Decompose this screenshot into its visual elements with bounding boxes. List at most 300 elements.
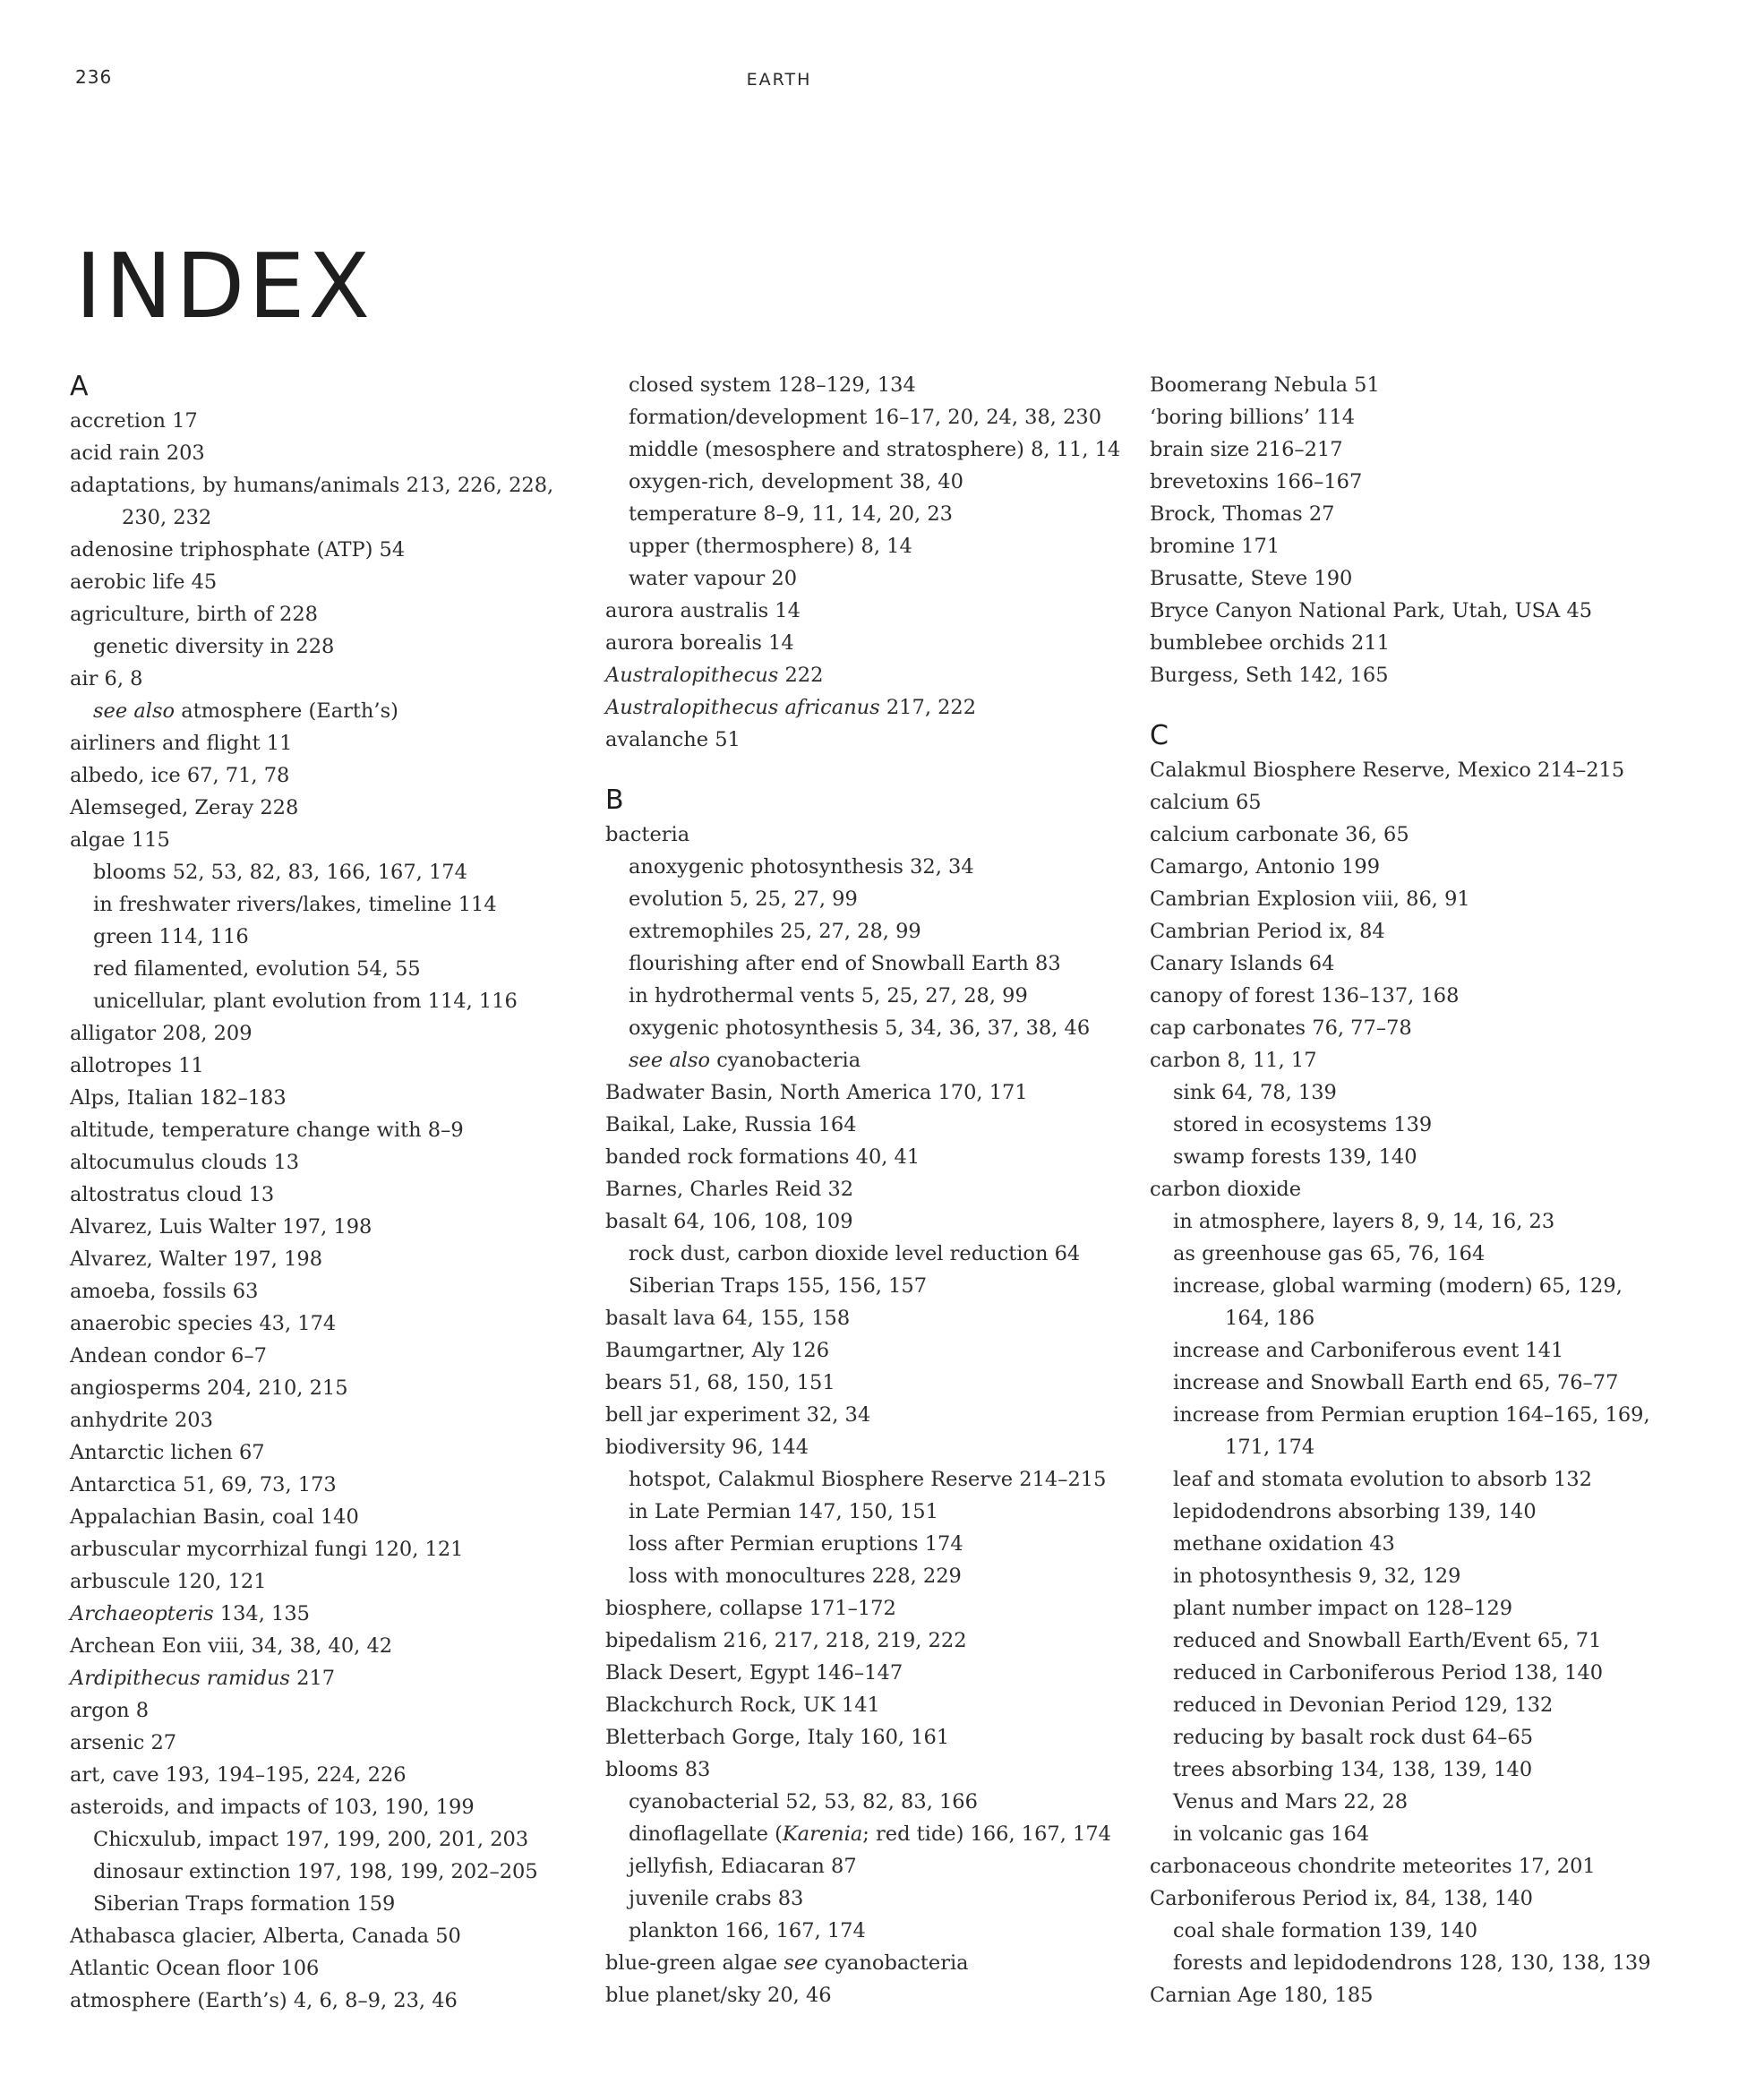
index-subentry — [605, 1044, 1107, 1076]
entry-italic-text: Australopithecus — [605, 664, 779, 687]
index-entry — [1150, 1979, 1687, 2011]
index-entry — [70, 1179, 571, 1211]
index-entry — [1150, 498, 1687, 530]
entry-text: Appalachian Basin, coal 140 — [70, 1505, 359, 1529]
index-entry — [1150, 530, 1687, 562]
index-entry — [70, 1469, 571, 1501]
index-subentry — [70, 1888, 571, 1920]
entry-text: cap carbonates 76, 77–78 — [1150, 1016, 1412, 1040]
entry-text: Siberian Traps formation 159 — [93, 1892, 396, 1916]
index-subentry — [605, 562, 1107, 595]
entry-text: forests and lepidodendrons 128, 130, 138, 139 — [1173, 1951, 1651, 1975]
entry-text: anoxygenic photosynthesis 32, 34 — [629, 855, 974, 879]
entry-text: in photosynthesis 9, 32, 129 — [1173, 1565, 1461, 1588]
index-entry — [70, 792, 571, 824]
entry-text: Badwater Basin, North America 170, 171 — [605, 1081, 1028, 1104]
entry-text: angiosperms 204, 210, 215 — [70, 1376, 348, 1400]
entry-text: methane oxidation 43 — [1173, 1532, 1395, 1556]
entry-text: Alemseged, Zeray 228 — [70, 796, 299, 819]
index-subentry — [1150, 1657, 1687, 1689]
entry-text: 134, 135 — [213, 1602, 310, 1625]
index-entry — [1150, 595, 1687, 627]
index-subentry — [70, 921, 571, 953]
entry-text: 230, 232 — [122, 506, 212, 529]
entry-text: amoeba, fossils 63 — [70, 1280, 259, 1303]
index-subentry — [605, 433, 1121, 466]
entry-text: loss with monocultures 228, 229 — [629, 1565, 962, 1588]
index-entry — [605, 1076, 1107, 1109]
entry-text: bears 51, 68, 150, 151 — [605, 1371, 835, 1394]
index-entry — [605, 1141, 1107, 1173]
entry-text: oxygenic photosynthesis 5, 34, 36, 37, 38, 46 — [629, 1016, 1091, 1040]
index-entry — [605, 1205, 1107, 1238]
index-subentry — [605, 1463, 1107, 1496]
index-entry — [605, 1109, 1107, 1141]
entry-text: Carnian Age 180, 185 — [1150, 1984, 1374, 2007]
entry-text: air 6, 8 — [70, 667, 143, 690]
entry-text: leaf and stomata evolution to absorb 132 — [1173, 1468, 1592, 1491]
entry-text: in freshwater rivers/lakes, timeline 114 — [93, 893, 497, 916]
entry-text: altocumulus clouds 13 — [70, 1151, 300, 1174]
entry-text: in hydrothermal vents 5, 25, 27, 28, 99 — [629, 984, 1028, 1007]
entry-text: airliners and flight 11 — [70, 732, 293, 755]
entry-text: reduced in Carboniferous Period 138, 140 — [1173, 1661, 1604, 1685]
entry-text: albedo, ice 67, 71, 78 — [70, 764, 290, 787]
entry-text: ; red tide) 166, 167, 174 — [862, 1822, 1111, 1846]
index-subentry — [1150, 1721, 1687, 1753]
entry-text: oxygen-rich, development 38, 40 — [629, 470, 963, 493]
index-entry — [605, 659, 1107, 691]
index-subentry — [1150, 1270, 1687, 1302]
entry-text: art, cave 193, 194–195, 224, 226 — [70, 1763, 407, 1787]
index-entry — [70, 1662, 571, 1694]
entry-italic-text: Australopithecus africanus — [605, 696, 880, 719]
entry-text: Athabasca glacier, Alberta, Canada 50 — [70, 1925, 461, 1948]
entry-text: anaerobic species 43, 174 — [70, 1312, 337, 1335]
index-subentry — [1150, 1205, 1687, 1238]
index-column-3 — [1150, 369, 1687, 2011]
index-entry — [70, 1598, 571, 1630]
entry-text: agriculture, birth of 228 — [70, 603, 318, 626]
index-entry — [1150, 433, 1687, 466]
index-entry — [70, 1243, 571, 1275]
index-subentry — [1150, 1528, 1687, 1560]
entry-text: extremophiles 25, 27, 28, 99 — [629, 920, 921, 943]
index-subentry — [1150, 1625, 1687, 1657]
section-letter: A — [70, 371, 89, 402]
index-entry — [605, 1657, 1107, 1689]
entry-text: Andean condor 6–7 — [70, 1344, 267, 1368]
index-entry — [70, 1275, 571, 1308]
section-letter: B — [605, 785, 624, 816]
section-gap — [605, 756, 1107, 783]
index-subentry — [1150, 1592, 1687, 1625]
entry-text: Bletterbach Gorge, Italy 160, 161 — [605, 1726, 950, 1749]
entry-text: temperature 8–9, 11, 14, 20, 23 — [629, 502, 953, 526]
index-entry — [70, 1533, 571, 1565]
index-subentry — [605, 1915, 1107, 1947]
index-entry — [1150, 851, 1687, 883]
index-entry — [70, 1372, 571, 1404]
entry-italic-text: Ardipithecus ramidus — [70, 1667, 290, 1690]
entry-text: accretion 17 — [70, 409, 198, 433]
entry-text: jellyfish, Ediacaran 87 — [629, 1855, 857, 1878]
entry-italic-text: see also — [93, 699, 176, 723]
index-subentry — [605, 530, 1107, 562]
entry-italic-text: see — [784, 1951, 818, 1975]
entry-text: increase and Carboniferous event 141 — [1173, 1339, 1564, 1362]
entry-text: brain size 216–217 — [1150, 438, 1343, 461]
index-entry — [1150, 659, 1687, 691]
entry-text: Boomerang Nebula 51 — [1150, 373, 1380, 397]
entry-text: 222 — [778, 664, 824, 687]
entry-text: altitude, temperature change with 8–9 — [70, 1119, 464, 1142]
index-entry — [605, 1173, 1107, 1205]
entry-text: Canary Islands 64 — [1150, 952, 1335, 975]
entry-text: carbon 8, 11, 17 — [1150, 1049, 1317, 1072]
index-subentry — [605, 1560, 1107, 1592]
entry-text: green 114, 116 — [93, 925, 249, 948]
index-subentry — [1150, 1109, 1687, 1141]
index-entry — [70, 727, 571, 759]
index-subentry — [605, 1786, 1107, 1818]
index-entry — [1150, 562, 1687, 595]
index-entry — [70, 1404, 571, 1436]
entry-text: basalt lava 64, 155, 158 — [605, 1307, 851, 1330]
index-subentry — [605, 1496, 1107, 1528]
entry-text: canopy of forest 136–137, 168 — [1150, 984, 1460, 1007]
index-entry — [605, 1753, 1107, 1786]
index-entry — [605, 595, 1107, 627]
entry-text: genetic diversity in 228 — [93, 635, 335, 658]
index-subentry — [1150, 1786, 1687, 1818]
entry-text: bacteria — [605, 823, 690, 846]
entry-text: calcium 65 — [1150, 791, 1262, 814]
index-entry — [605, 1721, 1107, 1753]
entry-text: blue-green algae — [605, 1951, 784, 1975]
index-entry — [70, 1727, 571, 1759]
entry-text: cyanobacteria — [710, 1049, 861, 1072]
index-subentry — [605, 947, 1107, 980]
entry-text: Chicxulub, impact 197, 199, 200, 201, 203 — [93, 1828, 529, 1851]
entry-text: evolution 5, 25, 27, 99 — [629, 887, 858, 911]
index-subentry — [605, 466, 1107, 498]
entry-text: Alps, Italian 182–183 — [70, 1086, 287, 1110]
index-subentry — [1150, 1431, 1687, 1463]
entry-text: bromine 171 — [1150, 535, 1280, 558]
index-entry — [70, 1501, 571, 1533]
entry-text: altostratus cloud 13 — [70, 1183, 275, 1206]
entry-italic-text: see also — [629, 1049, 711, 1072]
index-subentry — [70, 1823, 571, 1856]
index-entry — [605, 1689, 1107, 1721]
index-subentry — [605, 980, 1107, 1012]
index-subentry — [70, 888, 571, 921]
index-subentry — [605, 1818, 1111, 1850]
index-entry — [1150, 1044, 1687, 1076]
index-subentry — [1150, 1399, 1687, 1431]
index-subentry — [70, 1856, 571, 1888]
index-subentry — [605, 1850, 1107, 1882]
entry-text: Atlantic Ocean floor 106 — [70, 1957, 320, 1980]
entry-text: Siberian Traps 155, 156, 157 — [629, 1274, 928, 1298]
entry-text: coal shale formation 139, 140 — [1173, 1919, 1478, 1942]
index-entry — [70, 824, 571, 856]
index-entry — [605, 724, 1107, 756]
index-subentry — [605, 1238, 1107, 1270]
entry-text: reduced in Devonian Period 129, 132 — [1173, 1693, 1554, 1717]
index-entry — [605, 819, 1107, 851]
section-letter: C — [1150, 720, 1169, 751]
entry-text: carbonaceous chondrite meteorites 17, 201 — [1150, 1855, 1596, 1878]
entry-text: Barnes, Charles Reid 32 — [605, 1178, 854, 1201]
index-entry — [1150, 1173, 1687, 1205]
entry-text: flourishing after end of Snowball Earth 83 — [629, 952, 1061, 975]
entry-text: adenosine triphosphate (ATP) 54 — [70, 538, 406, 562]
index-entry — [70, 663, 571, 695]
entry-text: argon 8 — [70, 1699, 150, 1722]
index-entry — [70, 1050, 571, 1082]
entry-text: ‘boring billions’ 114 — [1150, 406, 1356, 429]
index-entry — [605, 691, 1107, 724]
entry-text: alligator 208, 209 — [70, 1022, 253, 1045]
entry-text: plant number impact on 128–129 — [1173, 1597, 1513, 1620]
index-entry — [70, 1759, 571, 1791]
entry-text: plankton 166, 167, 174 — [629, 1919, 866, 1942]
entry-text: anhydrite 203 — [70, 1409, 213, 1432]
index-entry — [1150, 786, 1687, 819]
entry-text: brevetoxins 166–167 — [1150, 470, 1363, 493]
index-entry — [70, 1114, 571, 1146]
index-subentry — [1150, 1302, 1687, 1334]
entry-text: in atmosphere, layers 8, 9, 14, 16, 23 — [1173, 1210, 1555, 1233]
index-entry — [605, 1431, 1107, 1463]
entry-text: swamp forests 139, 140 — [1173, 1145, 1417, 1169]
index-entry — [605, 1625, 1107, 1657]
page-number: 236 — [75, 66, 113, 88]
entry-text: red filamented, evolution 54, 55 — [93, 957, 421, 981]
index-entry — [70, 1308, 571, 1340]
index-subentry — [605, 369, 1107, 401]
index-entry — [1150, 466, 1687, 498]
index-subentry — [605, 1882, 1107, 1915]
index-entry — [70, 534, 571, 566]
index-entry — [70, 1565, 571, 1598]
entry-text: reducing by basalt rock dust 64–65 — [1173, 1726, 1534, 1749]
entry-italic-text: Karenia — [782, 1822, 863, 1846]
index-entry — [1150, 1012, 1687, 1044]
entry-text: 217 — [289, 1667, 336, 1690]
entry-text: banded rock formations 40, 41 — [605, 1145, 921, 1169]
entry-text: unicellular, plant evolution from 114, 116 — [93, 990, 518, 1013]
index-entry — [1150, 819, 1687, 851]
entry-text: algae 115 — [70, 828, 170, 852]
entry-text: Cambrian Period ix, 84 — [1150, 920, 1385, 943]
entry-text: Antarctica 51, 69, 73, 173 — [70, 1473, 337, 1496]
index-subentry — [1150, 1560, 1687, 1592]
index-entry — [605, 1979, 1107, 2011]
entry-text: 217, 222 — [879, 696, 977, 719]
index-subentry — [1150, 1689, 1687, 1721]
index-subentry — [605, 915, 1107, 947]
index-entry — [70, 1211, 571, 1243]
entry-text: upper (thermosphere) 8, 14 — [629, 535, 912, 558]
index-entry — [70, 566, 571, 598]
index-entry — [1150, 754, 1687, 786]
entry-text: lepidodendrons absorbing 139, 140 — [1173, 1500, 1537, 1523]
entry-text: cyanobacterial 52, 53, 82, 83, 166 — [629, 1790, 978, 1813]
entry-text: water vapour 20 — [629, 567, 798, 590]
entry-text: closed system 128–129, 134 — [629, 373, 916, 397]
index-title: INDEX — [75, 234, 373, 339]
index-entry — [1150, 1882, 1687, 1915]
index-column-1 — [70, 369, 571, 2017]
index-entry — [70, 759, 571, 792]
index-subentry — [1150, 1947, 1687, 1979]
index-subentry — [1150, 1238, 1687, 1270]
index-entry — [1150, 369, 1687, 401]
entry-text: arsenic 27 — [70, 1731, 177, 1754]
entry-text: dinosaur extinction 197, 198, 199, 202–205 — [93, 1860, 538, 1883]
running-head: EARTH — [746, 70, 812, 90]
index-entry — [1150, 980, 1687, 1012]
index-subentry — [70, 630, 571, 663]
index-entry — [605, 1367, 1107, 1399]
entry-text: arbuscule 120, 121 — [70, 1570, 267, 1593]
index-entry — [70, 1630, 571, 1662]
entry-text: sink 64, 78, 139 — [1173, 1081, 1337, 1104]
index-entry — [70, 1791, 571, 1823]
index-subentry — [1150, 1334, 1687, 1367]
entry-text: increase and Snowball Earth end 65, 76–77 — [1173, 1371, 1619, 1394]
index-entry — [1150, 401, 1687, 433]
entry-text: blooms 52, 53, 82, 83, 166, 167, 174 — [93, 861, 467, 884]
index-entry — [1150, 915, 1687, 947]
index-entry — [70, 469, 571, 502]
entry-text: adaptations, by humans/animals 213, 226, 228, — [70, 474, 554, 497]
entry-text: cyanobacteria — [818, 1951, 969, 1975]
index-subentry — [605, 883, 1107, 915]
index-entry — [70, 598, 571, 630]
index-entry — [605, 1947, 1107, 1979]
entry-text: atmosphere (Earth’s) — [175, 699, 398, 723]
entry-text: Camargo, Antonio 199 — [1150, 855, 1381, 879]
entry-text: bipedalism 216, 217, 218, 219, 222 — [605, 1629, 967, 1652]
index-subentry — [1150, 1496, 1687, 1528]
entry-text: Venus and Mars 22, 28 — [1173, 1790, 1409, 1813]
entry-text: Blackchurch Rock, UK 141 — [605, 1693, 880, 1717]
entry-text: Brock, Thomas 27 — [1150, 502, 1335, 526]
index-entry — [70, 1952, 571, 1985]
index-subentry — [70, 856, 571, 888]
entry-text: Brusatte, Steve 190 — [1150, 567, 1353, 590]
entry-text: Black Desert, Egypt 146–147 — [605, 1661, 903, 1685]
entry-text: arbuscular mycorrhizal fungi 120, 121 — [70, 1538, 464, 1561]
entry-text: aurora australis 14 — [605, 599, 801, 622]
index-subentry — [1150, 1076, 1687, 1109]
index-entry — [70, 502, 571, 534]
index-subentry — [1150, 1367, 1687, 1399]
index-subentry — [605, 851, 1107, 883]
index-subentry — [70, 985, 571, 1017]
index-subentry — [605, 1270, 1107, 1302]
index-entry — [70, 437, 571, 469]
entry-text: Antarctic lichen 67 — [70, 1441, 265, 1464]
entry-text: reduced and Snowball Earth/Event 65, 71 — [1173, 1629, 1602, 1652]
index-column-2 — [605, 369, 1121, 2011]
entry-text: Archean Eon viii, 34, 38, 40, 42 — [70, 1634, 393, 1658]
entry-text: biodiversity 96, 144 — [605, 1436, 809, 1459]
index-subentry — [605, 498, 1107, 530]
entry-text: blooms 83 — [605, 1758, 711, 1781]
index-entry — [605, 1302, 1107, 1334]
index-subentry — [1150, 1818, 1687, 1850]
entry-text: allotropes 11 — [70, 1054, 204, 1077]
entry-text: basalt 64, 106, 108, 109 — [605, 1210, 853, 1233]
index-entry — [70, 405, 571, 437]
index-entry — [1150, 627, 1687, 659]
entry-text: aerobic life 45 — [70, 570, 218, 594]
entry-text: atmosphere (Earth’s) 4, 6, 8–9, 23, 46 — [70, 1989, 458, 2012]
entry-text: in Late Permian 147, 150, 151 — [629, 1500, 938, 1523]
entry-text: Bryce Canyon National Park, Utah, USA 45 — [1150, 599, 1593, 622]
entry-text: dinoflagellate ( — [629, 1822, 783, 1846]
entry-text: in volcanic gas 164 — [1173, 1822, 1370, 1846]
entry-text: hotspot, Calakmul Biosphere Reserve 214–215 — [629, 1468, 1107, 1491]
entry-text: Cambrian Explosion viii, 86, 91 — [1150, 887, 1470, 911]
entry-text: Alvarez, Walter 197, 198 — [70, 1248, 323, 1271]
index-subentry — [1150, 1753, 1687, 1786]
entry-text: bumblebee orchids 211 — [1150, 631, 1390, 655]
entry-text: acid rain 203 — [70, 442, 205, 465]
entry-text: blue planet/sky 20, 46 — [605, 1984, 832, 2007]
index-entry — [1150, 883, 1687, 915]
index-subentry — [1150, 1141, 1687, 1173]
entry-text: stored in ecosystems 139 — [1173, 1113, 1433, 1136]
entry-text: 164, 186 — [1225, 1307, 1315, 1330]
index-entry — [605, 1334, 1107, 1367]
index-subentry — [1150, 1463, 1687, 1496]
index-subentry — [605, 1528, 1107, 1560]
entry-text: rock dust, carbon dioxide level reduction 64 — [629, 1242, 1081, 1265]
entry-text: Carboniferous Period ix, 84, 138, 140 — [1150, 1887, 1533, 1910]
entry-text: carbon dioxide — [1150, 1178, 1302, 1201]
entry-text: Alvarez, Luis Walter 197, 198 — [70, 1215, 372, 1239]
index-entry — [70, 1082, 571, 1114]
index-subentry — [605, 401, 1107, 433]
index-entry — [605, 1592, 1107, 1625]
entry-text: as greenhouse gas 65, 76, 164 — [1173, 1242, 1486, 1265]
index-entry — [70, 1017, 571, 1050]
index-entry — [70, 1920, 571, 1952]
entry-text: calcium carbonate 36, 65 — [1150, 823, 1409, 846]
index-entry — [70, 1436, 571, 1469]
entry-text: avalanche 51 — [605, 728, 741, 751]
index-entry — [70, 1146, 571, 1179]
entry-text: juvenile crabs 83 — [629, 1887, 804, 1910]
index-entry — [605, 1399, 1107, 1431]
entry-text: Calakmul Biosphere Reserve, Mexico 214–215 — [1150, 759, 1625, 782]
index-subentry — [1150, 1915, 1687, 1947]
index-entry — [70, 1694, 571, 1727]
entry-text: loss after Permian eruptions 174 — [629, 1532, 963, 1556]
index-subentry — [70, 953, 571, 985]
index-entry — [1150, 1850, 1687, 1882]
section-gap — [1150, 691, 1687, 718]
entry-text: Baikal, Lake, Russia 164 — [605, 1113, 857, 1136]
entry-text: middle (mesosphere and stratosphere) 8, 11, 14 — [629, 438, 1121, 461]
entry-text: increase, global warming (modern) 65, 129, — [1173, 1274, 1623, 1298]
